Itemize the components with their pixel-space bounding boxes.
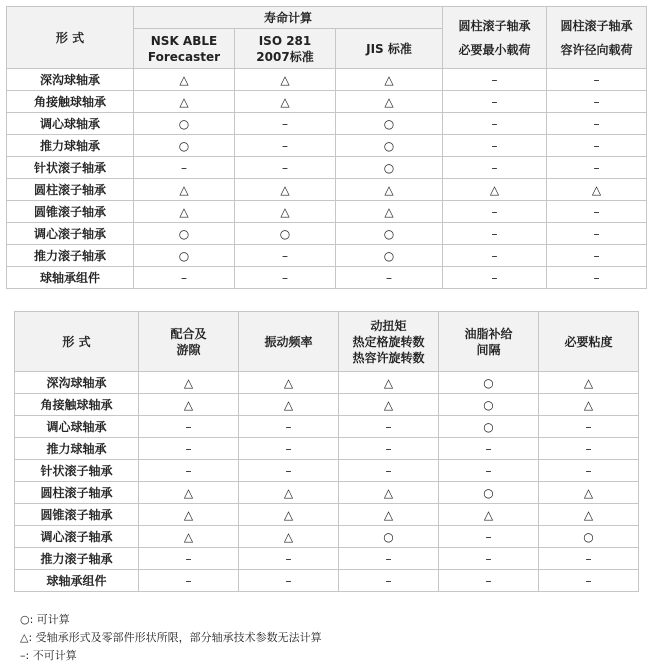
table-cell: ○ — [439, 416, 539, 438]
life-calc-table — [6, 6, 647, 289]
table-cell: △ — [134, 69, 235, 91]
table-cell: – — [539, 416, 639, 438]
table-cell: △ — [336, 179, 443, 201]
table-cell: – — [139, 460, 239, 482]
table-cell: – — [439, 438, 539, 460]
table-row — [7, 267, 647, 289]
table-cell: – — [134, 157, 235, 179]
legend-circle: ○: 可计算 — [20, 613, 70, 626]
table-cell: △ — [239, 526, 339, 548]
table-cell: – — [339, 570, 439, 592]
table-cell: △ — [139, 394, 239, 416]
table-cell: △ — [339, 394, 439, 416]
table-cell: – — [139, 548, 239, 570]
table-cell: – — [547, 135, 647, 157]
table-cell: – — [235, 267, 336, 289]
header-torque — [339, 312, 439, 372]
header-torque-line1: 动扭矩 — [370, 318, 407, 333]
table-cell: △ — [235, 69, 336, 91]
row-label: 推力滚子轴承 — [15, 548, 139, 570]
table-row — [7, 69, 647, 91]
table-cell: – — [239, 570, 339, 592]
table-cell: – — [547, 245, 647, 267]
table-cell: △ — [139, 526, 239, 548]
table-row — [15, 548, 639, 570]
table-cell: △ — [439, 504, 539, 526]
table-cell: ○ — [134, 113, 235, 135]
table-cell: – — [439, 526, 539, 548]
row-label: 圆锥滚子轴承 — [7, 201, 134, 223]
table-cell: – — [235, 245, 336, 267]
header-cyl-rad-line1: 圆柱滚子轴承 — [560, 18, 633, 33]
legend-triangle: △: 受轴承形式及零部件形状所限，部分轴承技术参数无法计算 — [20, 631, 322, 644]
header-cyl-min-line2: 必要最小载荷 — [458, 42, 531, 57]
table-cell: ○ — [134, 223, 235, 245]
table-cell: – — [547, 69, 647, 91]
header-cyl-rad-line2: 容许径向载荷 — [560, 42, 633, 57]
table-cell: – — [239, 438, 339, 460]
table-row — [7, 223, 647, 245]
row-label: 调心球轴承 — [7, 113, 134, 135]
table-cell: – — [134, 267, 235, 289]
table-cell: – — [547, 91, 647, 113]
row-label: 深沟球轴承 — [15, 372, 139, 394]
table-cell: – — [339, 416, 439, 438]
header-cyl-min-line1: 圆柱滚子轴承 — [458, 18, 531, 33]
table-cell: △ — [235, 201, 336, 223]
table-cell: – — [443, 201, 547, 223]
row-label: 调心滚子轴承 — [15, 526, 139, 548]
table-cell: △ — [134, 179, 235, 201]
table-cell: – — [239, 548, 339, 570]
row-label: 推力球轴承 — [7, 135, 134, 157]
row-label: 深沟球轴承 — [7, 69, 134, 91]
table-cell: – — [439, 570, 539, 592]
table-cell: ○ — [439, 372, 539, 394]
table-row — [15, 482, 639, 504]
table-cell: △ — [339, 372, 439, 394]
performance-table — [14, 311, 639, 592]
table-cell: ○ — [134, 135, 235, 157]
table-cell: △ — [139, 372, 239, 394]
table-cell: ○ — [336, 113, 443, 135]
table-cell: – — [539, 460, 639, 482]
header-viscosity: 必要粘度 — [539, 312, 639, 372]
table-row — [15, 570, 639, 592]
header-form: 形 式 — [15, 312, 139, 372]
row-label: 调心滚子轴承 — [7, 223, 134, 245]
header-torque-line2: 热定格旋转数 — [352, 334, 425, 349]
table-cell: – — [547, 223, 647, 245]
table-cell: – — [443, 267, 547, 289]
table-cell: – — [539, 548, 639, 570]
header-cyl-min-load — [443, 7, 547, 69]
row-label: 推力滚子轴承 — [7, 245, 134, 267]
table-cell: △ — [239, 372, 339, 394]
table-row — [15, 394, 639, 416]
header-nsk — [134, 29, 235, 69]
row-label: 圆柱滚子轴承 — [7, 179, 134, 201]
header-fit-line1: 配合及 — [170, 326, 207, 341]
table-cell: △ — [239, 482, 339, 504]
table-cell: ○ — [336, 135, 443, 157]
table-row — [7, 157, 647, 179]
header-form: 形 式 — [7, 7, 134, 69]
row-label: 针状滚子轴承 — [7, 157, 134, 179]
table-cell: – — [443, 135, 547, 157]
table-cell: – — [139, 570, 239, 592]
row-label: 角接触球轴承 — [15, 394, 139, 416]
table-cell: – — [547, 157, 647, 179]
header-grease-line2: 间隔 — [476, 342, 501, 357]
row-label: 球轴承组件 — [15, 570, 139, 592]
table-cell: △ — [539, 394, 639, 416]
header-iso-line1: ISO 281 — [258, 33, 312, 48]
table-cell: △ — [336, 201, 443, 223]
table-row — [15, 460, 639, 482]
table-row — [7, 113, 647, 135]
header-vibration: 振动频率 — [239, 312, 339, 372]
table-cell: △ — [139, 504, 239, 526]
table-cell: △ — [235, 179, 336, 201]
table-cell: △ — [134, 201, 235, 223]
row-label: 调心球轴承 — [15, 416, 139, 438]
table-cell: – — [139, 438, 239, 460]
header-grease-line1: 油脂补给 — [464, 326, 513, 341]
table-cell: ○ — [336, 223, 443, 245]
table-cell: – — [235, 157, 336, 179]
row-label: 球轴承组件 — [7, 267, 134, 289]
row-label: 圆柱滚子轴承 — [15, 482, 139, 504]
table-cell: – — [539, 570, 639, 592]
header-fit-line2: 游隙 — [176, 342, 201, 357]
table-cell: – — [547, 113, 647, 135]
table-cell: △ — [239, 394, 339, 416]
table-cell: ○ — [235, 223, 336, 245]
table-cell: – — [443, 223, 547, 245]
table-cell: – — [439, 548, 539, 570]
table-row — [15, 526, 639, 548]
table-row — [7, 135, 647, 157]
table-cell: △ — [539, 372, 639, 394]
table-cell: – — [443, 113, 547, 135]
table-cell: △ — [336, 91, 443, 113]
table-cell: – — [439, 460, 539, 482]
table-row — [15, 438, 639, 460]
header-grease — [439, 312, 539, 372]
legend-dash: –: 不可计算 — [20, 649, 77, 662]
table-row — [15, 372, 639, 394]
table-cell: – — [336, 267, 443, 289]
table-cell: △ — [239, 504, 339, 526]
table-cell: – — [339, 460, 439, 482]
header-iso — [235, 29, 336, 69]
table-row — [7, 91, 647, 113]
table-cell: – — [443, 157, 547, 179]
table-cell: – — [235, 113, 336, 135]
table-row — [7, 245, 647, 267]
table-cell: – — [235, 135, 336, 157]
row-label: 圆锥滚子轴承 — [15, 504, 139, 526]
table-cell: – — [443, 91, 547, 113]
header-fit-clearance — [139, 312, 239, 372]
header-jis: JIS 标准 — [336, 29, 443, 69]
header-nsk-line2: Forecaster — [147, 49, 221, 64]
table-cell: ○ — [336, 157, 443, 179]
row-label: 角接触球轴承 — [7, 91, 134, 113]
table-cell: – — [547, 267, 647, 289]
table-cell: – — [139, 416, 239, 438]
table-cell: – — [443, 245, 547, 267]
table-cell: △ — [336, 69, 443, 91]
table-cell: – — [339, 548, 439, 570]
table-cell: △ — [134, 91, 235, 113]
table-cell: – — [239, 460, 339, 482]
table-cell: △ — [539, 504, 639, 526]
table-cell: △ — [339, 482, 439, 504]
header-nsk-line1: NSK ABLE — [150, 33, 218, 48]
table-cell: ○ — [134, 245, 235, 267]
header-life-calc: 寿命计算 — [134, 7, 443, 29]
table-cell: – — [539, 438, 639, 460]
table-cell: △ — [547, 179, 647, 201]
header-iso-line2: 2007标准 — [256, 49, 314, 64]
table-cell: ○ — [339, 526, 439, 548]
table-row — [15, 504, 639, 526]
row-label: 针状滚子轴承 — [15, 460, 139, 482]
table-cell: △ — [235, 91, 336, 113]
table-cell: – — [339, 438, 439, 460]
table-cell: ○ — [336, 245, 443, 267]
header-torque-line3: 热容许旋转数 — [352, 350, 425, 365]
table-cell: △ — [443, 179, 547, 201]
table-cell: ○ — [439, 394, 539, 416]
table-cell: – — [443, 69, 547, 91]
table-cell: – — [239, 416, 339, 438]
table-cell: △ — [139, 482, 239, 504]
table-cell: ○ — [439, 482, 539, 504]
header-cyl-rad-load — [547, 7, 647, 69]
table-cell: – — [547, 201, 647, 223]
table-cell: △ — [339, 504, 439, 526]
table-row — [15, 416, 639, 438]
table-row — [7, 201, 647, 223]
table-cell: ○ — [539, 526, 639, 548]
table-cell: △ — [539, 482, 639, 504]
row-label: 推力球轴承 — [15, 438, 139, 460]
table-row — [7, 179, 647, 201]
